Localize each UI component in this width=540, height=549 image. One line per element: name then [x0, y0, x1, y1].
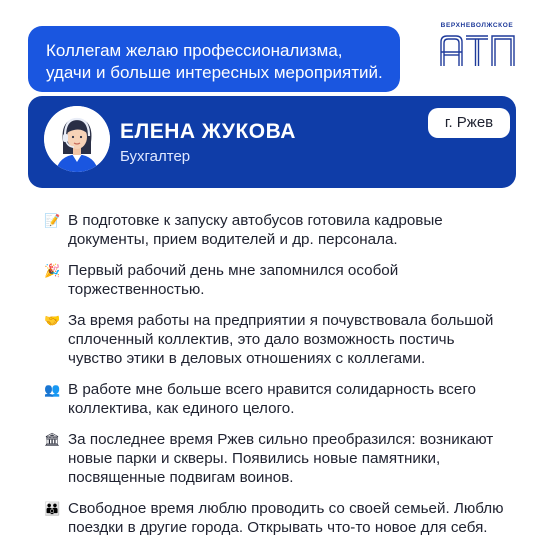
employee-name: ЕЛЕНА ЖУКОВА [120, 120, 296, 143]
quote-line: удачи и больше интересных мероприятий. [46, 63, 383, 82]
fact-text [68, 261, 398, 299]
fact-text [68, 430, 493, 487]
fact-line: сплоченный коллектив, это дало возможность постичь [68, 331, 455, 348]
fact-line: новые парки и скверы. Появились новые памятники, [68, 450, 441, 467]
fact-text [68, 499, 504, 537]
quote-line: Коллегам желаю профессионализма, [46, 41, 343, 60]
fact-line: За последнее время Ржев сильно преобразился: возникают [68, 431, 494, 448]
list-item [44, 261, 514, 299]
people-icon: 👥 [44, 382, 61, 397]
woman-avatar-icon [44, 106, 110, 172]
fact-line: документы, прием водителей и др. персонала. [68, 231, 398, 248]
fact-line: торжественностью. [68, 281, 205, 298]
handshake-icon: 🤝 [44, 313, 61, 328]
fact-line: В подготовке к запуску автобусов готовила кадровые [68, 212, 443, 229]
party-popper-icon: 🎉 [44, 263, 61, 278]
fact-text [68, 211, 443, 249]
list-item [44, 499, 514, 537]
employee-position: Бухгалтер [120, 148, 191, 165]
list-item [44, 380, 514, 418]
classical-building-icon: 🏛 [44, 432, 61, 447]
logo-mark-icon [438, 32, 516, 68]
fact-line: В работе мне больше всего нравится солидарность всего [68, 381, 476, 398]
employee-card [28, 96, 516, 188]
list-item [44, 311, 514, 368]
logo-caption: ВЕРХНЕВОЛЖСКОЕ [440, 22, 514, 29]
avatar [44, 106, 110, 172]
fact-text [68, 311, 493, 368]
fact-line: чувство этики в деловых отношениях с коллегами. [68, 350, 426, 367]
fact-line: поездки в другие города. Открывать что-то новое для себя. [68, 519, 488, 536]
list-item [44, 430, 514, 487]
fact-line: Свободное время люблю проводить со своей семьей. Люблю [68, 500, 504, 517]
company-logo [438, 22, 516, 70]
list-item [44, 211, 514, 249]
fact-line: За время работы на предприятии я почувствовала большой [68, 312, 494, 329]
fact-line: посвященные подвигам воинов. [68, 469, 294, 486]
family-icon: 👪 [44, 501, 61, 516]
city-badge: г. Ржев [428, 108, 510, 138]
facts-list [44, 211, 514, 549]
fact-line: Первый рабочий день мне запомнился особой [68, 262, 399, 279]
greeting-quote-bubble [28, 26, 400, 92]
fact-text [68, 380, 476, 418]
memo-icon: 📝 [44, 213, 61, 228]
fact-line: коллектива, как единого целого. [68, 400, 295, 417]
